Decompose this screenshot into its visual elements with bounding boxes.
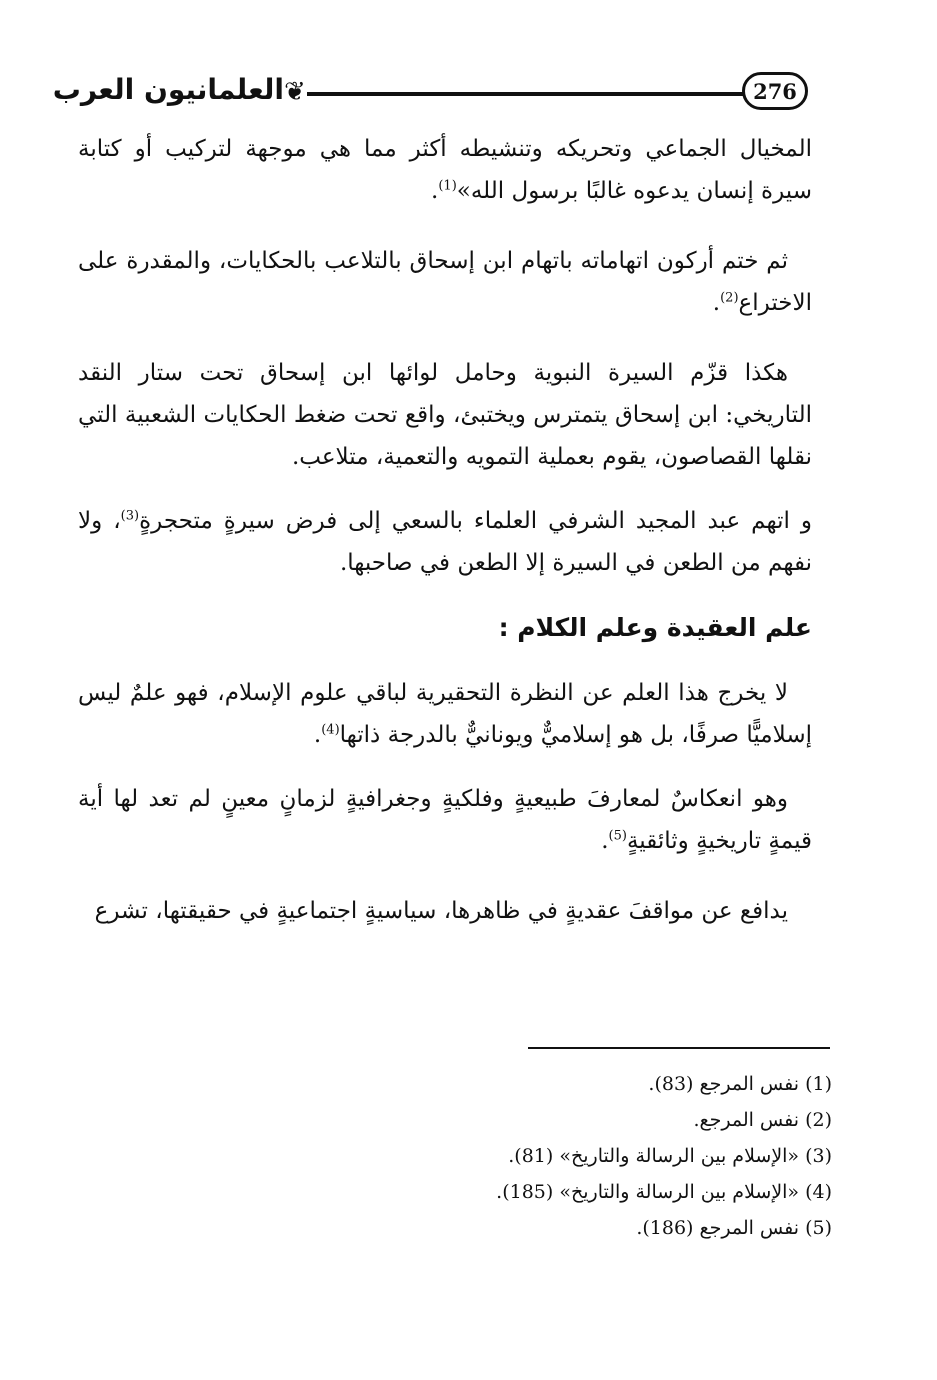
section-heading: علم العقيدة وعلم الكلام :: [498, 613, 812, 642]
paragraph-text: لا يخرج هذا العلم عن النظرة التحقيرية لباقي علوم الإسلام، فهو علمٌ ليس إسلاميًّا صرفًا، بل هو إسلاميٌّ ويونانيٌّ بالدرجة ذاتها: [78, 680, 812, 748]
paragraph-2: [78, 240, 812, 324]
footnote-5: [300, 1210, 832, 1246]
paragraph-end: .: [313, 722, 322, 748]
footnote-4: [300, 1174, 832, 1210]
paragraph-1: [78, 128, 812, 212]
footnote-number: (5): [805, 1217, 832, 1239]
paragraph-4: [78, 500, 812, 584]
page-header: [52, 68, 822, 128]
footnote-2: [300, 1102, 832, 1138]
footnotes-list: [300, 1066, 832, 1246]
section-paragraph-2: [78, 778, 812, 862]
footnote-text: نفس المرجع.: [693, 1109, 800, 1131]
paragraph-text: يدافع عن مواقفَ عقديةٍ في ظاهرها، سياسيةٍ اجتماعيةٍ في حقيقتها، تشرع: [94, 898, 788, 924]
footnote-3: [300, 1138, 832, 1174]
footnote-ref: (5): [608, 828, 627, 844]
body-text: [78, 128, 812, 932]
footnote-divider: [528, 1047, 830, 1049]
page-number: 276: [742, 72, 808, 110]
paragraph-end: .: [601, 828, 609, 854]
footnote-number: (2): [805, 1109, 832, 1131]
footnote-ref: (1): [438, 178, 457, 194]
footnote-text: نفس المرجع (83).: [648, 1073, 800, 1095]
section-paragraph-3: [78, 890, 812, 932]
paragraph-text: وهو انعكاسٌ لمعارفَ طبيعيةٍ وفلكيةٍ وجغرافيةٍ لزمانٍ معينٍ لم تعد لها أية قيمةٍ تاريخيةٍ وثائقيةٍ: [78, 786, 812, 854]
book-title: العلمانيون العرب: [52, 73, 284, 106]
paragraph-text: هكذا قزّم السيرة النبوية وحامل لوائها ابن إسحاق تحت ستار النقد التاريخي: ابن إسحاق يتمترس ويختبئ، واقع تحت ضغط الحكايات الشعبية التي نقلها القصاصون، يقوم بعملية التمويه والتعمية، متلاعب.: [78, 360, 812, 470]
paragraph-end: .: [712, 290, 721, 316]
ornament-icon: ❦: [284, 77, 306, 107]
footnote-text: نفس المرجع (186).: [636, 1217, 800, 1239]
footnote-ref: (4): [321, 722, 340, 738]
footnote-text: «الإسلام بين الرسالة والتاريخ» (185).: [496, 1181, 800, 1203]
footnote-text: «الإسلام بين الرسالة والتاريخ» (81).: [508, 1145, 800, 1167]
footnote-ref: (2): [720, 290, 739, 306]
paragraph-text: ثم ختم أركون اتهاماته باتهام ابن إسحاق بالتلاعب بالحكايات، والمقدرة على الاختراع: [78, 248, 812, 316]
footnote-ref: (3): [120, 508, 140, 524]
paragraph-text: المخيال الجماعي وتحريكه وتنشيطه أكثر مما هي موجهة لتركيب أو كتابة سيرة إنسان يدعوه غالبًا برسول الله»: [78, 136, 812, 204]
section-paragraph-1: [78, 672, 812, 756]
paragraph-end: .: [431, 178, 439, 204]
footnote-number: (1): [805, 1073, 832, 1095]
header-rule: [307, 92, 744, 96]
paragraph-end: ، ولا نفهم من الطعن في السيرة إلا الطعن في صاحبها.: [78, 508, 812, 576]
paragraph-text: و اتهم عبد المجيد الشرفي العلماء بالسعي إلى فرض سيرةٍ متحجرةٍ: [139, 508, 812, 534]
footnote-1: [300, 1066, 832, 1102]
footnote-number: (3): [805, 1145, 832, 1167]
footnote-number: (4): [805, 1181, 832, 1203]
paragraph-3: [78, 352, 812, 478]
